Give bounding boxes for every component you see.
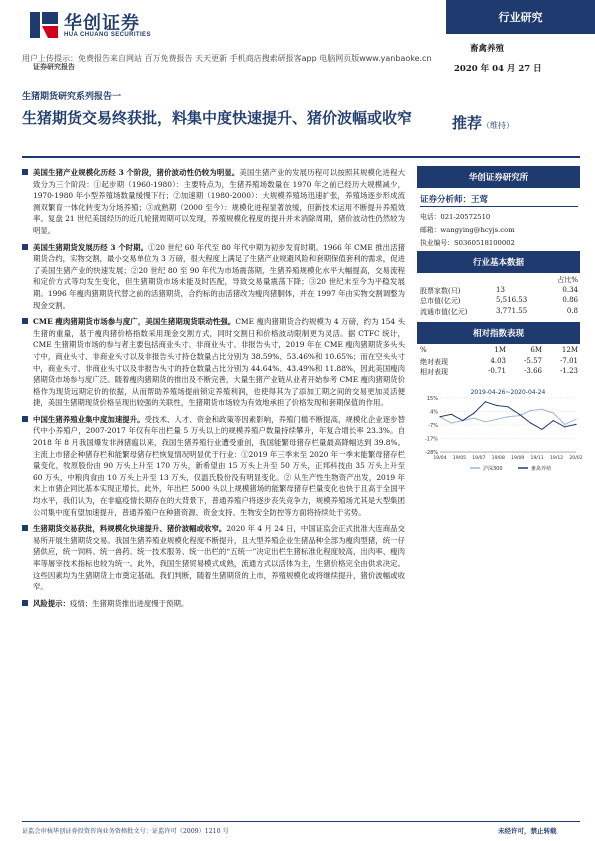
perf-cell: -1.23 [560, 367, 578, 375]
analyst-divider [420, 206, 578, 207]
rating-note: （维持） [482, 121, 515, 130]
chart-legend-label: 畜禽养殖 [531, 466, 552, 472]
chart-point [541, 429, 542, 430]
footer-copyright: 未经许可，禁止转载 [498, 827, 557, 835]
chart-x-tick-label: 19/11 [530, 456, 544, 461]
perf-cell: -5.57 [524, 356, 542, 365]
chart-legend-label: 沪深300 [483, 466, 503, 472]
chart-y-tick-label: -17% [425, 436, 438, 443]
stats-header-cell: 占比% [557, 276, 578, 284]
chart-point [519, 414, 520, 415]
chart-point [485, 421, 486, 422]
summary-body [22, 167, 405, 614]
stats-cell: 股票家数(只) [420, 286, 461, 295]
paragraph-body: 美国生猪产业的发展历程可以按照其规模化进程大致分为三个阶段：①起步期（1960-1980）：主要特点为，生猪养殖场数量在 1970 年之前已经历大规模减少，1970-1980 年小型养殖场数量缓慢下行；②加速期（1980-2000）：大规模养殖场迅速扩张，养殖场逐步形成流测双繁育一体化转变为分场养殖；③成熟期（2000 至今）：规模化进程显著放缓，但新技术运用不断提升养殖效率。复盘 21 世纪美国经历的近几轮猪周期可以发现，养殖规模化程度的提升并未消除周期，猪价波动性仍然较为明显。 [33, 168, 405, 235]
chart-point [451, 414, 452, 415]
chart-point [496, 419, 497, 420]
perf-bar: 相对指数表现 [417, 322, 580, 344]
summary-paragraph [22, 316, 405, 409]
chart-x-tick-label: 20/02 [569, 456, 583, 461]
stats-cell: 总市值(亿元) [420, 297, 461, 305]
analyst-email: 邮箱：wangying@hcyjs.com [420, 226, 515, 234]
summary-paragraph [22, 523, 405, 593]
analyst-line [420, 193, 488, 205]
report-type-tag: 行业研究 [446, 0, 595, 34]
stats-bar: 行业基本数据 [417, 251, 580, 273]
relative-index-chart [418, 386, 583, 478]
chart-point [564, 426, 565, 427]
chart-point [575, 419, 576, 420]
paragraph-body: 2020 年 4 月 24 日，中国证监会正式批准大连商品交易所开展生猪期货交易。我国生猪养殖业规模化程度不断提升，且大型养殖企业生猪品种全部为瘦肉型猪，统一仔猪供应，统一饲料、统一兽药、统一技术服务、统一出栏的“五统一”决定出栏生猪标准化程度较高，出肉率、瘦肉率等屠宰技术指标也较为统一。此外，我国生猪贸易模式成熟，流通方式以活体为主，生猪价格完全由供求决定。这些因素均为生猪期货上市奠定基础。我们判断，随着生猪期货的上市，养殖规模化或将继续提升，猪价波幅或收窄。 [33, 524, 405, 592]
stats-row [420, 286, 578, 297]
stats-cell: 流通市值(亿元) [420, 307, 468, 316]
stats-cell: 5,516.53 [496, 296, 528, 304]
perf-cell: -7.01 [560, 356, 578, 365]
analyst-label: 证券分析师： [420, 195, 472, 205]
brand-name-cn: 华创证券 [64, 13, 140, 34]
paragraph-body: 受技术、人才、资金和政策等因素影响，养殖门槛不断提高，规模化企业逐步替代中小养殖户，2007-2017 年仅有年出栏量 5 万头以上的规模养殖户数量持续攀升，年复合增长率 23.3%。自 2018 年 8 月我国爆发非洲猪瘟以来，我国生猪养殖行业遭受重创，我国能繁母猪存栏量最高降幅达到 39.8%。主流上市猪企种猪存栏和能繁母猪存栏恢复情况明显优于行业：①2019 年三季末至 2020 年一季末能繁母猪存栏量变化，牧原股份由 90 万头上升至 170 万头，新希望由 15 万头上升至 50 万头，正邦科技由 35 万头上升至 60 万头，中粮肉食由 10 万头上升至 13 万头，仅温氏股份没有明显变化。② 从生产性生物资产出发，2019 年末上市猪企同比基本实现正增长。此外，年出栏 5000 头以上规模猪场的能繁母猪存栏量变化也快于且高于全国平均水平，我们认为，在非瘟疫情长期存在的大背景下，普通养殖户将逐步丧失竞争力，规模养殖场尤其是大型集团公司集中度有望加速提升，普通养殖户在种猪资源、资金支持、生物安全防控等方面将持续处于劣势。 [33, 414, 405, 517]
stats-cell: 0.86 [562, 296, 578, 304]
chart-point [462, 420, 463, 421]
perf-table [420, 346, 578, 378]
institute-bar: 华创证券研究所 [417, 166, 580, 188]
chart-x-tick-label: 19/05 [452, 456, 467, 461]
title-divider [22, 156, 580, 158]
chart-x-tick-label: 19/12 [549, 456, 564, 461]
perf-header-cell: 1M [494, 346, 506, 354]
bullet-square-icon [22, 525, 28, 531]
stats-cell: 13 [496, 285, 505, 294]
brand-name-en: HUA CHUANG SECURITIES [64, 32, 151, 38]
analyst-name: 王莺 [471, 195, 489, 205]
paragraph-lead: CME 瘦肉猪期货市场参与度广，美国生猪期现货联动性强。 [33, 317, 236, 327]
chart-y-tick-label: -7% [428, 423, 438, 429]
perf-row [420, 357, 578, 368]
summary-paragraph [22, 414, 405, 518]
paragraph-body: CME 瘦肉猪期货合约规模为 4 万磅，约为 154 头生猪的重量，基于瘦肉猪价格指数采用现金交割方式，同时交割日和价格波动限制更为灵活。据 CTFC 统计，CME 生猪期货市场的参与者主要包括商业头寸、非商业头寸、非报告头寸，2019 年在 CME 瘦肉猪期货多头头寸中，商业头寸、非商业头寸以及非报告头寸持仓数量占比分别为 38.59%、53.46%和 10.65%；而在空头头寸中，商业头寸、非商业头寸以及非报告头寸的持仓数量占比分别为 44.64%、43.49%和 11.88%，因此美国瘦肉猪期货市场参与度广泛。随着瘦肉猪期货的推出及不断完善，大量生猪产业链从业者开始参考 CME 瘦肉猪期货价格作为现货远期定价的依据，从而帮助养殖场提前锁定养殖利润，也使得其为了添加工期之间的交易更加灵活便捷，美国生猪期现货价格呈现出较强的关联性，生猪期货市场较为有效地承担了价格发现和套期保值的作用。 [33, 317, 405, 408]
perf-cell: 绝对表现 [420, 357, 448, 366]
stats-header-row [420, 275, 578, 286]
chart-point [507, 416, 508, 417]
paragraph-body: 疫情；生猪期货推出进度慢于预期。 [69, 598, 189, 608]
report-kind-label: 证券研究报告 [33, 63, 75, 71]
paragraph-lead: 风险提示： [33, 598, 70, 608]
chart-y-tick-label: -28% [425, 450, 438, 456]
report-date: 2020 年 04 月 27 日 [454, 64, 542, 74]
perf-cell: -3.66 [524, 367, 542, 375]
chart-point [473, 412, 474, 413]
chart-y-tick-label: 4% [430, 409, 438, 416]
perf-header-cell: 6M [530, 346, 542, 354]
footer-divider [22, 821, 580, 822]
chart-point [507, 406, 508, 407]
footer-license: 证监会审核华创证券投资咨询业务资格批文号：证监许可（2009）1210 号 [22, 828, 229, 835]
stats-table [420, 275, 578, 317]
bullet-square-icon [22, 169, 28, 175]
paragraph-lead: 美国生猪产业规模化历经 3 个阶段，猪价波动性仍较为明显。 [33, 168, 240, 177]
stats-cell: 3,771.55 [496, 306, 528, 315]
stats-cell: 0.8 [566, 306, 578, 315]
chart-point [530, 410, 531, 411]
paragraph-lead: 生猪期货交易获批，料规模化快速提升、猪价波幅或收窄。 [33, 524, 227, 534]
chart-point [564, 424, 565, 425]
chart-x-tick-label: 19/08 [491, 456, 505, 461]
rating-badge [452, 112, 514, 133]
summary-paragraph [22, 242, 405, 312]
perf-cell: 4.03 [490, 356, 506, 365]
bullet-square-icon [22, 318, 28, 324]
chart-x-tick-label: 19/07 [472, 456, 486, 461]
sector-label: 畜禽养殖 [470, 44, 505, 54]
chart-point [541, 409, 542, 410]
paragraph-lead: 美国生猪期货发展历经 3 个时期。 [33, 242, 149, 252]
bullet-square-icon [22, 600, 28, 606]
perf-header-cell: 12M [561, 346, 578, 354]
summary-paragraph [22, 167, 405, 237]
perf-header-row [420, 346, 578, 357]
brand-logo-icon [28, 10, 60, 40]
series-label: 生猪期货研究系列报告一 [22, 92, 122, 102]
stats-header-cell [420, 275, 496, 286]
chart-point [439, 416, 440, 417]
summary-paragraph [22, 598, 405, 610]
chart-point [451, 423, 452, 424]
chart-y-tick-label: 15% [426, 396, 438, 402]
bullet-square-icon [22, 244, 28, 250]
perf-header-cell: % [420, 346, 427, 354]
bullet-square-icon [22, 416, 28, 422]
stats-row [420, 296, 578, 307]
stats-row [420, 307, 578, 318]
chart-point [496, 405, 497, 406]
chart-point [553, 420, 554, 421]
analyst-phone: 电话：021-20572510 [420, 213, 491, 221]
chart-point [473, 417, 474, 418]
watermark-text: 用户上传提示：免费报告来自网站 百万免费报告 天天更新 手机商店搜索研报客app 电脑网页版www.yanbaoke.cn [22, 54, 432, 63]
report-title: 生猪期货交易终获批，料集中度快速提升、猪价波幅或收窄 [22, 109, 413, 127]
stats-header-cell [496, 275, 542, 286]
perf-cell: 相对表现 [420, 368, 448, 376]
chart-point [553, 412, 554, 413]
chart-x-tick-label: 19/04 [433, 456, 447, 461]
stats-cell: 0.34 [562, 285, 578, 294]
perf-cell: -0.71 [488, 367, 506, 375]
chart-point [485, 401, 486, 402]
rating-label: 推荐 [452, 114, 483, 132]
chart-point [530, 423, 531, 424]
chart-point [575, 424, 576, 425]
perf-row [420, 367, 578, 378]
chart-x-tick-label: 19/09 [511, 456, 525, 461]
analyst-license: 执业编号：S0360518100002 [420, 239, 515, 247]
paragraph-body: ①20 世纪 60 年代至 80 年代中期为初步发育时期。1966 年 CME 推出活猪期货合约，实物交割，最小交易单位为 3 万磅，很大程度上满足了生猪产业规避风险和套期保值套利的需求，促进了美国生猪产业的快速发展；②20 世纪 80 至 90 年代为市场震荡期，生猪养殖规模化水平大幅提高，交易流程和定价方式等均发生变化，但生猪期货市场未能及时匹配，导致交易量震荡下降；③20 世纪末至今为平稳发展期。1996 年瘦肉猪期货代替之前的活猪期货，合约标的由活猪改为瘦肉猪胴体，并在 1997 年由实物交割调整为现金交割。 [33, 242, 406, 310]
chart-title: 2019-04-26~2020-04-24 [470, 389, 546, 396]
paragraph-lead: 中国生猪养殖业集中度加速提升。 [33, 414, 145, 424]
